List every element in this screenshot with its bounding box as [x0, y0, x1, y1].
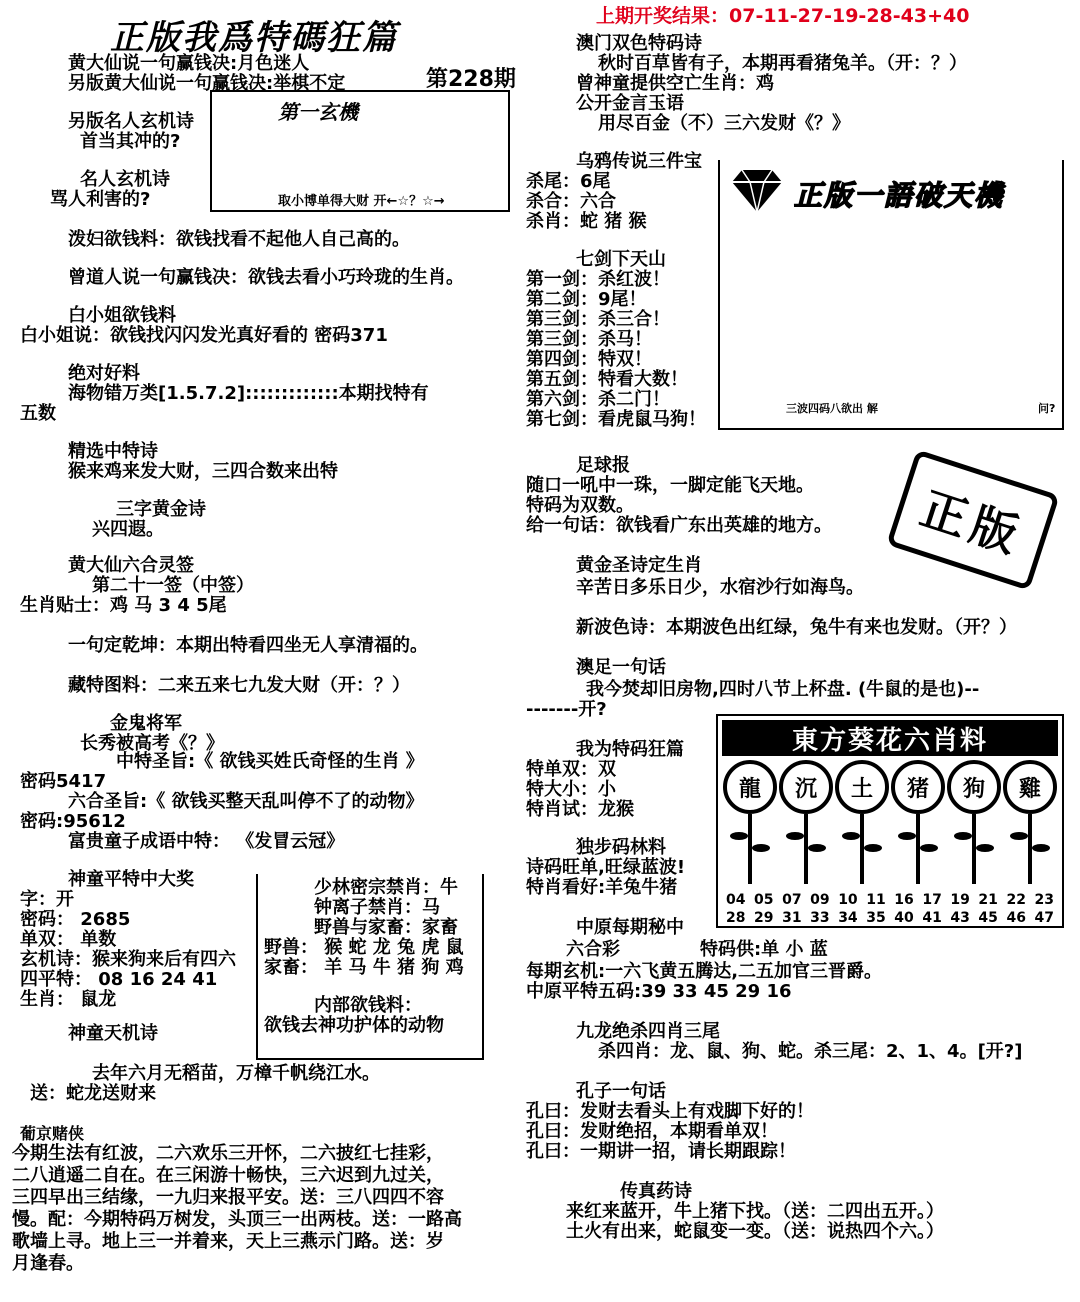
number-cell: 17 — [922, 892, 942, 908]
right-line: 黄金圣诗定生肖 — [576, 555, 702, 576]
flower — [947, 760, 1001, 892]
right-line: 第七剑：看虎鼠马狗！ — [526, 409, 706, 430]
flower-stem — [748, 814, 752, 884]
left-line: 白小姐说：欲钱找闪闪发光真好看的 密码371 — [20, 325, 388, 346]
left-line: 字：开 — [20, 889, 74, 910]
right-line: 秋时百草皆有子，本期再看猪兔羊。（开：？） — [598, 53, 967, 74]
number-cell: 47 — [1034, 910, 1054, 926]
number-cell: 31 — [782, 910, 802, 926]
flower-stem — [1028, 814, 1032, 884]
xuanji-box — [210, 90, 510, 212]
right-line: 九龙绝杀四肖三尾 — [576, 1021, 720, 1042]
number-cell: 11 — [866, 892, 886, 908]
leaf-icon — [898, 832, 916, 840]
number-cell: 23 — [1034, 892, 1054, 908]
left-line: 精选中特诗 — [68, 441, 158, 462]
right-line: 第三剑：杀三合！ — [526, 309, 670, 330]
right-line: 诗码旺单,旺绿蓝波! — [526, 857, 686, 878]
right-line: 第五剑：特看大数！ — [526, 369, 688, 390]
number-cell: 10 — [838, 892, 858, 908]
left-line: 送：蛇龙送财来 — [30, 1083, 156, 1104]
left-line: 去年六月无稻苗，万樟千帆绕江水。 — [92, 1063, 380, 1084]
right-line: 杀四肖：龙、鼠、狗、蛇。杀三尾：2、1、4。[开?] — [598, 1041, 1023, 1062]
flower-char: 龍 — [723, 760, 777, 814]
left-line: 曾道人说一句赢钱决：欲钱去看小巧玲珑的生肖。 — [68, 267, 464, 288]
left-line: 长秀被高考《？》 — [80, 733, 224, 754]
left-line: 月逢春。 — [12, 1253, 84, 1274]
main-title: 正版我爲特碼狂篇 — [110, 18, 398, 58]
left-line: 密码： 2685 — [20, 909, 131, 930]
leaf-icon — [1032, 844, 1050, 852]
last-result-value: 07-11-27-19-28-43+40 — [729, 5, 970, 27]
left-line: 泼妇欲钱料：欲钱找看不起他人自己高的。 — [68, 229, 410, 250]
flower-char: 狗 — [947, 760, 1001, 814]
right-line: 特大小：小 — [526, 779, 616, 800]
shaolin-line: 野兽与家畜：家畜 — [314, 917, 458, 938]
leaf-icon — [730, 832, 748, 840]
left-line: 金鬼将军 — [110, 713, 182, 734]
shaolin-line: 钟离子禁肖：马 — [314, 897, 440, 918]
leaf-icon — [842, 832, 860, 840]
flower-char: 沉 — [779, 760, 833, 814]
number-cell: 21 — [978, 892, 998, 908]
leaf-icon — [920, 844, 938, 852]
flower — [723, 760, 777, 892]
flower-stem — [860, 814, 864, 884]
right-line: 特肖看好:羊兔牛猪 — [526, 877, 678, 898]
right-line: 澳足一句话 — [576, 657, 666, 678]
number-cell: 07 — [782, 892, 802, 908]
flower-box — [716, 714, 1064, 928]
right-line: 第二剑：9尾！ — [526, 289, 647, 310]
flower — [1003, 760, 1057, 892]
flower-stem — [916, 814, 920, 884]
leaf-icon — [864, 844, 882, 852]
right-line: 特肖试：龙猴 — [526, 799, 634, 820]
right-line: 乌鸦传说三件宝 — [576, 151, 702, 172]
left-line: 密码5417 — [20, 771, 107, 792]
right-line: 随口一吼中一珠，一脚定能飞天地。 — [526, 475, 814, 496]
right-line: 杀合：六合 — [526, 191, 616, 212]
left-line: 四平特： 08 16 24 41 — [20, 969, 218, 990]
left-line: 今期生法有红波，二六欢乐三开怀，二六披红七挂彩， — [12, 1143, 444, 1164]
left-line: 猴来鸡来发大财，三四合数来出特 — [68, 461, 338, 482]
issue-number: 第228期 — [426, 67, 516, 92]
right-line: 我今焚却旧房物,四时八节上杯盘. (牛鼠的是也)-- — [586, 679, 980, 700]
left-line: 第二十一签（中签） — [92, 575, 254, 596]
shaolin-line: 欲钱去神功护体的动物 — [264, 1015, 444, 1036]
leaf-icon — [752, 844, 770, 852]
number-cell: 09 — [810, 892, 830, 908]
left-line: 神童平特中大奖 — [68, 869, 194, 890]
yiyu-bottom-left: 三波四码八欲出 解 — [786, 402, 878, 415]
right-line: 公开金言玉语 — [576, 93, 684, 114]
right-line: 第六剑：杀二门！ — [526, 389, 670, 410]
left-line: 黄大仙说一句赢钱决:月色迷人 — [68, 53, 310, 74]
left-line: 三四早出三结缘，一九归来报平安。送：三八四四不容 — [12, 1187, 444, 1208]
leaf-icon — [808, 844, 826, 852]
right-line: 特码供:单 小 蓝 — [700, 939, 828, 960]
left-line: 生肖： 鼠龙 — [20, 989, 117, 1010]
xuanji-bottom: 取小博单得大财 开←☆？☆→ — [278, 194, 445, 209]
yiyu-title: 正版一語破天機 — [794, 179, 1005, 212]
yiyu-bottom-right: 问? — [1038, 402, 1056, 415]
stamp-text: 正版 — [914, 481, 1030, 565]
right-line: 澳门双色特码诗 — [576, 33, 702, 54]
right-line: 第四剑：特双！ — [526, 349, 652, 370]
left-line: 骂人利害的? — [50, 189, 151, 210]
left-line: 白小姐欲钱料 — [68, 305, 176, 326]
left-line: 慢。配：今期特码万树发，头顶三一出两枝。送：一路高 — [12, 1209, 462, 1230]
left-line: 富贵童子成语中特： 《发冒云冠》 — [68, 831, 345, 852]
flower-char: 猪 — [891, 760, 945, 814]
left-section-title: 葡京赌侠 — [20, 1124, 85, 1143]
right-line: 我为特码狂篇 — [576, 739, 684, 760]
zhengban-stamp — [886, 449, 1060, 590]
right-line: 中原每期秘中 — [576, 917, 684, 938]
left-line: 名人玄机诗 — [80, 169, 170, 190]
left-line: 五数 — [20, 403, 56, 424]
right-line: 传真药诗 — [620, 1181, 692, 1202]
right-line: 孔子一句话 — [576, 1081, 666, 1102]
right-line: 足球报 — [576, 455, 630, 476]
number-cell: 16 — [894, 892, 914, 908]
left-line: 神童天机诗 — [68, 1023, 158, 1044]
shaolin-box — [256, 874, 484, 1060]
flower-title: 東方葵花六肖料 — [791, 725, 988, 756]
last-result-label: 上期开奖结果： — [596, 5, 730, 27]
yiyu-box — [718, 160, 1064, 430]
left-line: 中特圣旨:《 欲钱买姓氏奇怪的生肖 》 — [116, 751, 424, 772]
number-cell: 28 — [726, 910, 746, 926]
number-cell: 46 — [1006, 910, 1026, 926]
last-result — [596, 6, 969, 26]
right-line: 曾神童提供空亡生肖：鸡 — [576, 73, 774, 94]
shaolin-line: 内部欲钱料： — [314, 995, 422, 1016]
left-line: 生肖贴士：鸡 马 3 4 5尾 — [20, 595, 227, 616]
leaf-icon — [976, 844, 994, 852]
right-line: 独步码林料 — [576, 837, 666, 858]
left-line: 绝对好料 — [68, 363, 140, 384]
shaolin-line: 少林密宗禁肖：牛 — [314, 877, 458, 898]
xuanji-title: 第一玄機 — [278, 100, 358, 124]
left-line: 一句定乾坤：本期出特看四坐无人享清福的。 — [68, 635, 428, 656]
left-line: 兴四遐。 — [92, 519, 164, 540]
right-line: 每期玄机:一六飞黄五腾达,二五加官三晋爵。 — [526, 961, 883, 982]
flower-title-bar — [722, 720, 1058, 756]
number-cell: 34 — [838, 910, 858, 926]
number-cell: 22 — [1006, 892, 1026, 908]
left-line: 歌墙上寻。地上三一并着来，天上三燕示门路。送：岁 — [12, 1231, 444, 1252]
right-line: 特码为双数。 — [526, 495, 634, 516]
right-line: 土火有出来，蛇鼠变一变。（送：说热四个六。） — [566, 1221, 944, 1242]
number-cell: 04 — [726, 892, 746, 908]
number-row-1 — [726, 892, 1054, 908]
right-line: 新波色诗：本期波色出红绿，兔牛有来也发财。（开？） — [576, 617, 1017, 638]
right-line: 杀尾：6尾 — [526, 171, 611, 192]
flower — [835, 760, 889, 892]
number-cell: 45 — [978, 910, 998, 926]
left-line: 三字黄金诗 — [116, 499, 206, 520]
right-line: 中原平特五码:39 33 45 29 16 — [526, 981, 792, 1002]
right-line: 孔曰：发财绝招，本期看单双！ — [526, 1121, 778, 1142]
right-line: 特单双：双 — [526, 759, 616, 780]
leaf-icon — [786, 832, 804, 840]
flower-char: 土 — [835, 760, 889, 814]
shaolin-line: 家畜： 羊 马 牛 猪 狗 鸡 — [264, 957, 464, 978]
right-line: 用尽百金（不）三六发财《？》 — [598, 113, 850, 134]
left-line: 玄机诗：猴来狗来后有四六 — [20, 949, 236, 970]
right-line: 第一剑：杀红波！ — [526, 269, 670, 290]
right-line: 第三剑：杀马！ — [526, 329, 652, 350]
right-line: 七剑下天山 — [576, 249, 666, 270]
diamond-icon — [726, 168, 788, 218]
number-cell: 33 — [810, 910, 830, 926]
shaolin-line: 野兽： 猴 蛇 龙 兔 虎 鼠 — [264, 937, 464, 958]
flower — [891, 760, 945, 892]
left-line: 藏特图料：二来五来七九发大财（开：？） — [68, 675, 410, 696]
right-line: 六合彩 — [566, 939, 620, 960]
right-line: 给一句话：欲钱看广东出英雄的地方。 — [526, 515, 832, 536]
left-line: 六合圣旨:《 欲钱买整天乱叫停不了的动物》 — [68, 791, 424, 812]
flower-char: 雞 — [1003, 760, 1057, 814]
leaf-icon — [1010, 832, 1028, 840]
number-cell: 05 — [754, 892, 774, 908]
flower-stem — [804, 814, 808, 884]
right-line: 孔曰：一期讲一招，请长期跟踪！ — [526, 1141, 796, 1162]
number-cell: 29 — [754, 910, 774, 926]
left-line: 另版黄大仙说一句赢钱决:举棋不定 — [68, 73, 346, 94]
left-line: 海物错万类[1.5.7.2]:::::::::::::本期找特有 — [68, 383, 429, 404]
number-cell: 19 — [950, 892, 970, 908]
right-line: -------开? — [526, 699, 607, 720]
right-line: 杀肖：蛇 猪 猴 — [526, 211, 647, 232]
left-line: 单双： 单数 — [20, 929, 117, 950]
leaf-icon — [954, 832, 972, 840]
number-cell: 41 — [922, 910, 942, 926]
number-cell: 35 — [866, 910, 886, 926]
left-line: 二八逍遥二自在。在三闲游十畅快，三六迟到九过关， — [12, 1165, 444, 1186]
number-cell: 40 — [894, 910, 914, 926]
flower — [779, 760, 833, 892]
flower-row — [722, 760, 1058, 892]
left-line: 密码:95612 — [20, 811, 126, 832]
right-line: 辛苦日多乐日少，水宿沙行如海鸟。 — [576, 577, 864, 598]
left-line: 首当其冲的? — [80, 131, 181, 152]
number-cell: 43 — [950, 910, 970, 926]
right-line: 孔曰：发财去看头上有戏脚下好的！ — [526, 1101, 814, 1122]
right-line: 来红来蓝开，牛上猪下找。（送：二四出五开。） — [566, 1201, 944, 1222]
left-line: 另版名人玄机诗 — [68, 111, 194, 132]
number-row-2 — [726, 910, 1054, 926]
left-line: 黄大仙六合灵签 — [68, 555, 194, 576]
flower-stem — [972, 814, 976, 884]
